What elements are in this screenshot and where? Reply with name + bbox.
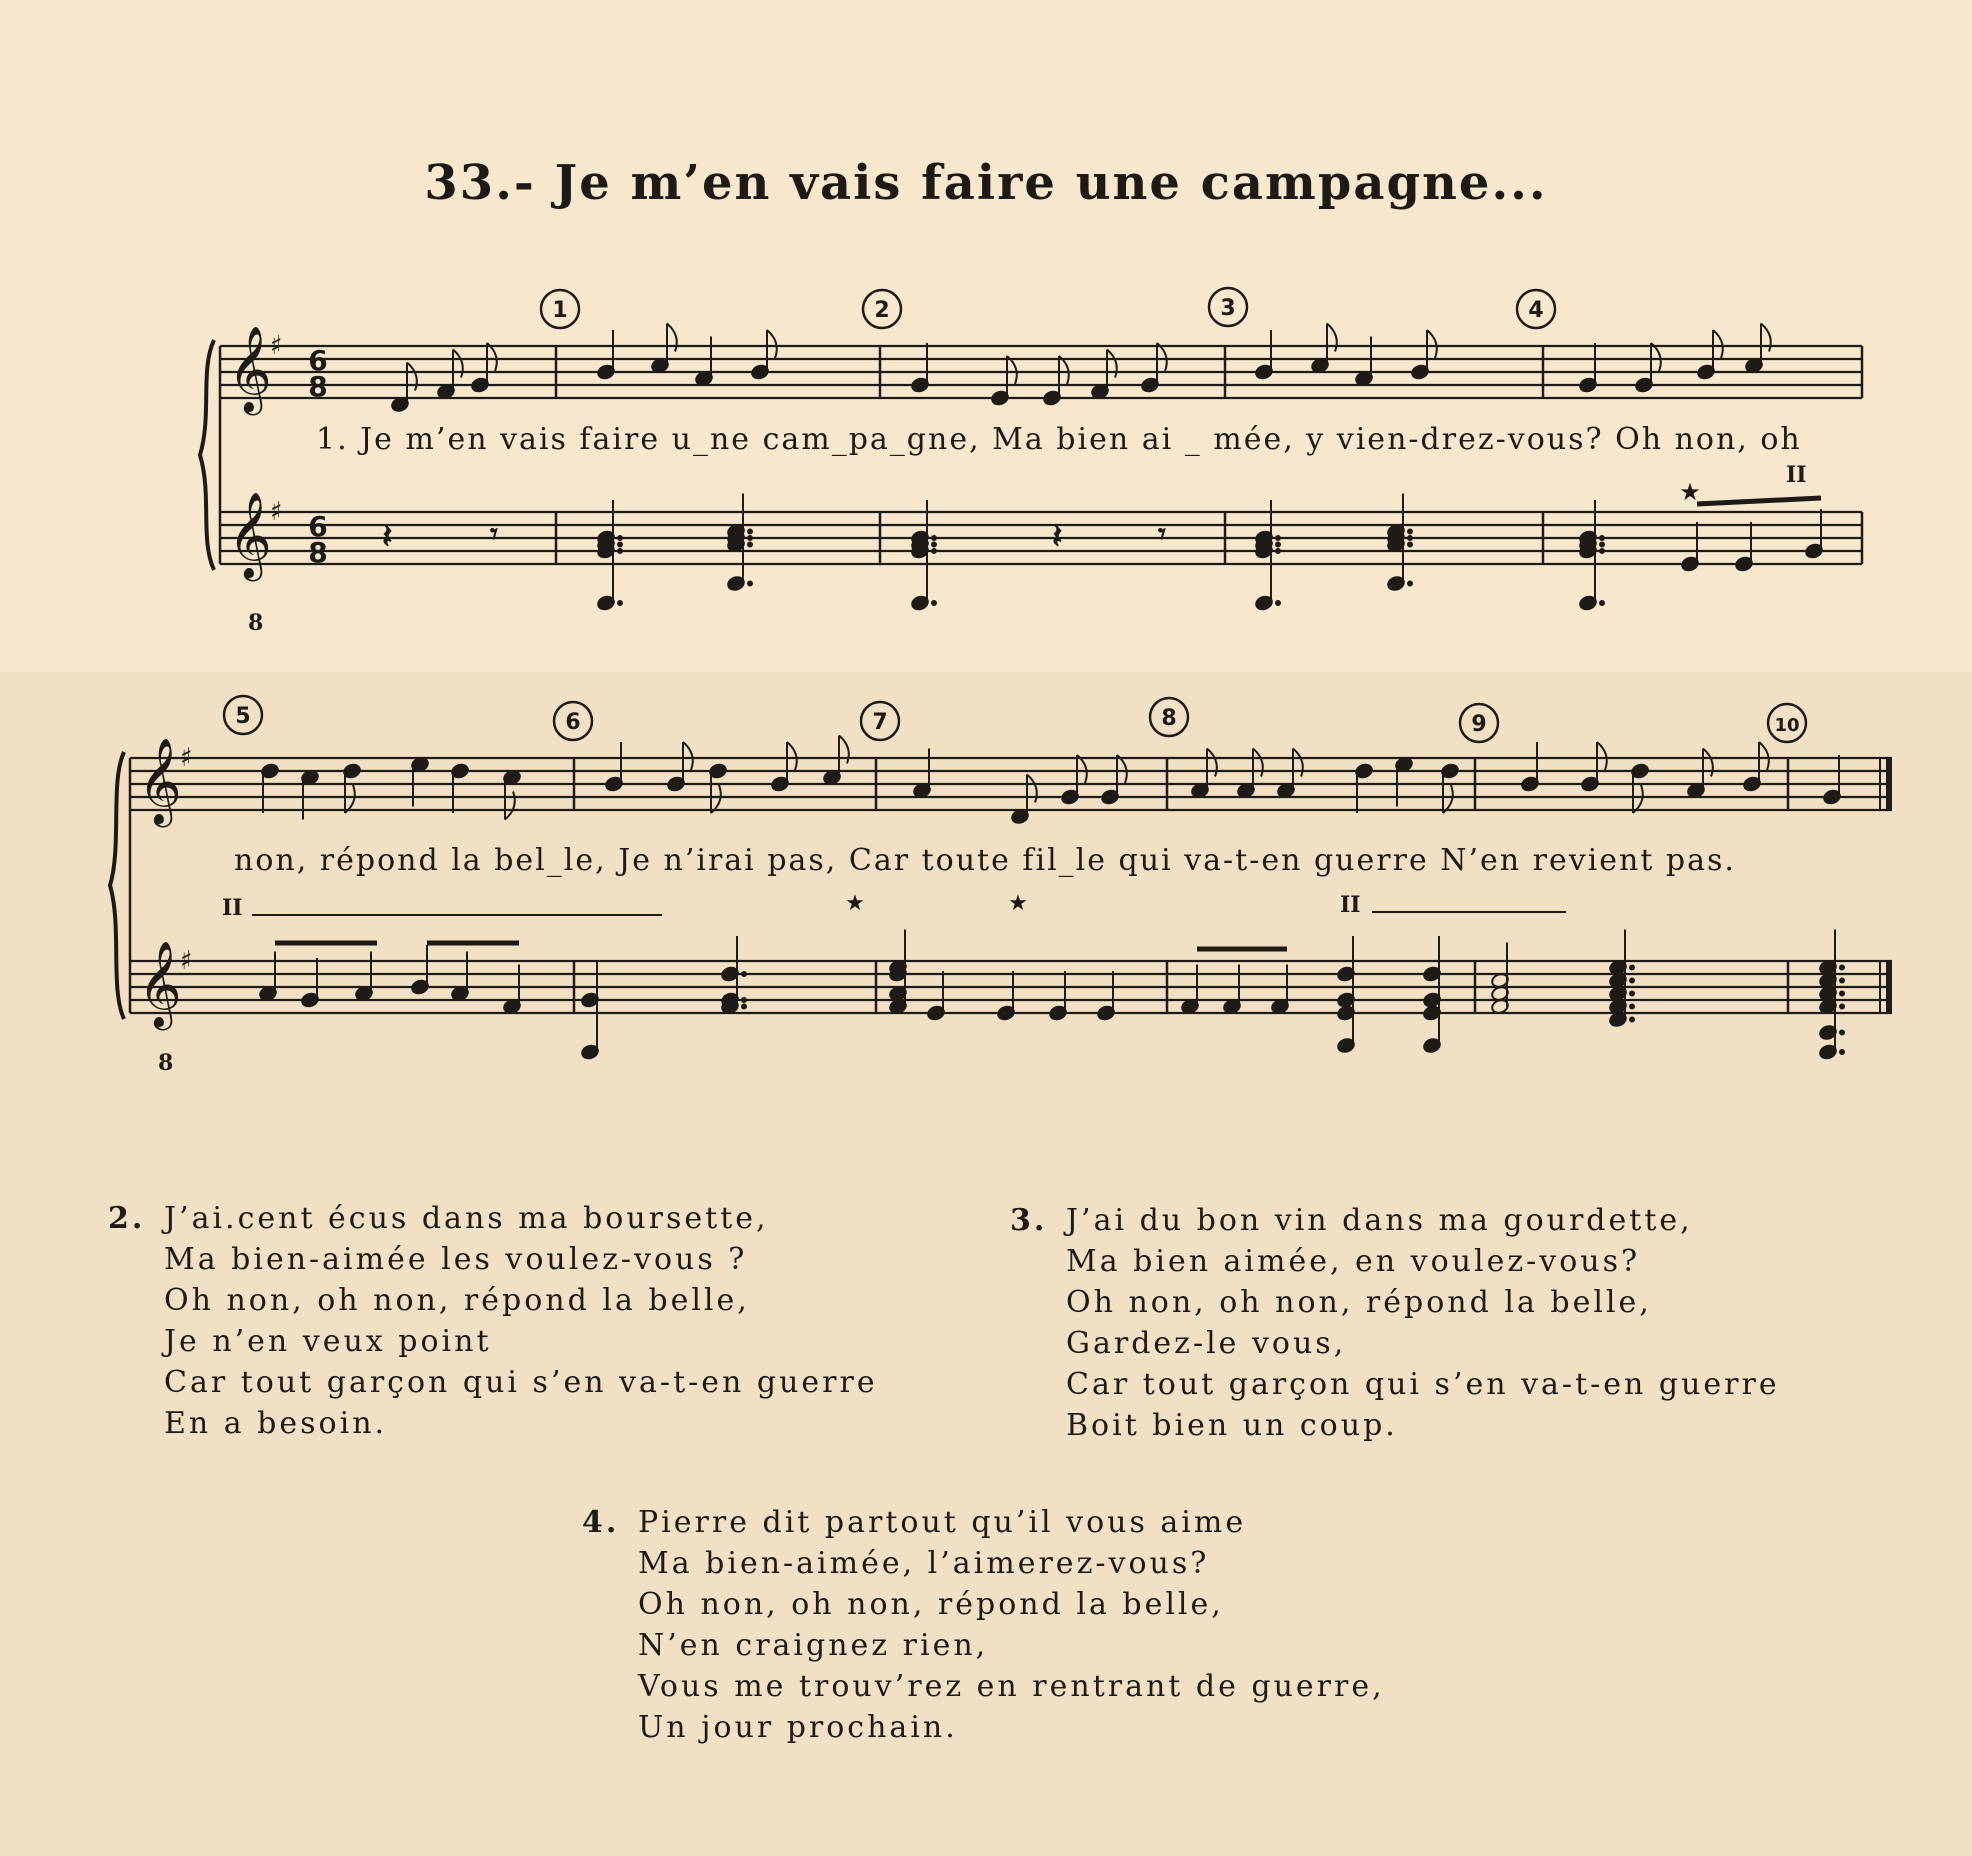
augmentation-dot xyxy=(1840,978,1845,983)
treble-clef-icon: 𝄞 xyxy=(228,492,272,578)
augmentation-dot xyxy=(1276,601,1281,606)
verse-line: Oh non, oh non, répond la belle, xyxy=(164,1283,750,1318)
flag xyxy=(711,785,721,813)
augmentation-dot xyxy=(1840,1050,1845,1055)
augmentation-dot xyxy=(1600,536,1605,541)
rest-icon: 𝄾 xyxy=(1158,517,1166,552)
verse-line: Ma bien-aimée les voulez-vous ? xyxy=(164,1242,748,1277)
flag xyxy=(1633,785,1643,813)
flag xyxy=(345,785,355,813)
system-braces xyxy=(110,340,214,1019)
flag xyxy=(1327,324,1337,352)
measure-number: 2 xyxy=(874,298,890,323)
verse-line: Un jour prochain. xyxy=(638,1710,958,1745)
flag xyxy=(1443,785,1453,813)
augmentation-dot xyxy=(1840,991,1845,996)
position-mark-3: II xyxy=(1340,892,1361,918)
time-signature-bottom-2: 8 xyxy=(308,370,328,403)
flag xyxy=(1597,742,1607,770)
star-mark-3: ★ xyxy=(1008,891,1028,916)
augmentation-dot xyxy=(932,601,937,606)
flag xyxy=(453,350,463,378)
verse-line: Pierre dit partout qu’il vous aime xyxy=(638,1505,1247,1540)
octave-mark-2: 8 xyxy=(158,1050,174,1076)
flag xyxy=(1703,749,1713,777)
augmentation-dot xyxy=(1408,529,1413,534)
measure-number: 4 xyxy=(1528,298,1544,323)
measure-number: 7 xyxy=(872,710,888,735)
augmentation-dot xyxy=(1600,549,1605,554)
augmentation-dot xyxy=(748,529,753,534)
verse-line: Ma bien aimée, en voulez-vous? xyxy=(1066,1244,1641,1279)
verse-line: Car tout garçon qui s’en va-t-en guerre xyxy=(1066,1367,1780,1402)
augmentation-dot xyxy=(742,998,747,1003)
augmentation-dot xyxy=(1408,542,1413,547)
augmentation-dot xyxy=(1600,542,1605,547)
augmentation-dot xyxy=(1600,601,1605,606)
rest-icon: 𝄾 xyxy=(490,517,498,552)
augmentation-dot xyxy=(932,536,937,541)
augmentation-dot xyxy=(618,549,623,554)
flag xyxy=(505,792,515,820)
verse-3-number: 3. xyxy=(1010,1203,1048,1238)
measure-number: 10 xyxy=(1774,715,1800,736)
time-signature-top-2: 6 xyxy=(308,344,328,377)
measure-number-circles xyxy=(224,288,1806,742)
measure-number: 9 xyxy=(1471,712,1487,737)
rest-icon: 𝄽 xyxy=(382,517,393,557)
verse-4-number: 4. xyxy=(582,1505,620,1540)
flag xyxy=(1117,755,1127,783)
song-title: 33.- Je m’en vais faire une campagne... xyxy=(424,155,1548,211)
verse-line: N’en craignez rien, xyxy=(638,1628,989,1663)
key-signatures xyxy=(180,331,283,976)
measure-number: 3 xyxy=(1220,296,1236,321)
augmentation-dot xyxy=(748,581,753,586)
augmentation-dot xyxy=(1276,542,1281,547)
augmentation-dot xyxy=(1276,536,1281,541)
final-barline-thick xyxy=(1886,758,1892,810)
augmentation-dot xyxy=(1630,991,1635,996)
measure-number: 1 xyxy=(552,298,568,323)
sharp-icon: ♯ xyxy=(270,497,283,527)
flag xyxy=(1059,356,1069,384)
measure-number: 8 xyxy=(1161,706,1177,731)
verse-line: Car tout garçon qui s’en va-t-en guerre xyxy=(164,1365,878,1400)
position-mark-2: II xyxy=(222,895,243,921)
flag xyxy=(667,324,677,352)
flag xyxy=(407,363,417,391)
treble-clef-icon: 𝄞 xyxy=(138,738,182,824)
verse-line: Vous me trouv’rez en rentrant de guerre, xyxy=(638,1669,1385,1704)
flag xyxy=(1761,324,1771,352)
augmentation-dot xyxy=(748,536,753,541)
octave-mark-1: 8 xyxy=(248,610,264,636)
flag xyxy=(787,742,797,770)
verse-line: Oh non, oh non, répond la belle, xyxy=(1066,1285,1652,1320)
verse-2-number: 2. xyxy=(108,1201,146,1236)
flag xyxy=(683,742,693,770)
verse-line: Je n’en veux point xyxy=(164,1324,492,1359)
flag xyxy=(1293,749,1303,777)
augmentation-dot xyxy=(748,542,753,547)
augmentation-dot xyxy=(932,549,937,554)
rest-icon: 𝄽 xyxy=(1052,517,1063,557)
star-mark-1: ★ xyxy=(1679,478,1701,506)
verse-line: Ma bien-aimée, l’aimerez-vous? xyxy=(638,1546,1210,1581)
verse-line: J’ai.cent écus dans ma boursette, xyxy=(164,1201,769,1236)
verse-2 xyxy=(108,1198,878,1444)
augmentation-dot xyxy=(618,536,623,541)
beam xyxy=(1697,498,1821,504)
flag xyxy=(1207,749,1217,777)
flag xyxy=(1027,775,1037,803)
augmentation-dot xyxy=(1630,1004,1635,1009)
position-mark-1: II xyxy=(1786,462,1807,488)
augmentation-dot xyxy=(1408,581,1413,586)
measure-number: 6 xyxy=(565,710,581,735)
sharp-icon: ♯ xyxy=(180,743,193,773)
verse-line: J’ai du bon vin dans ma gourdette, xyxy=(1066,1203,1693,1238)
augmentation-dot xyxy=(618,542,623,547)
flag xyxy=(487,343,497,371)
augmentation-dot xyxy=(1630,965,1635,970)
flag xyxy=(1253,749,1263,777)
augmentation-dot xyxy=(618,601,623,606)
flag xyxy=(1427,330,1437,358)
flag xyxy=(1007,356,1017,384)
brace xyxy=(110,752,124,1019)
flag xyxy=(1651,343,1661,371)
augmentation-dot xyxy=(1840,1004,1845,1009)
verse-line: Gardez-le vous, xyxy=(1066,1326,1347,1361)
augmentation-dot xyxy=(1840,965,1845,970)
treble-clef-icon: 𝄞 xyxy=(138,941,182,1027)
verse-line: En a besoin. xyxy=(164,1406,388,1441)
time-signature-top-3: 6 xyxy=(308,510,328,543)
augmentation-dot xyxy=(1630,978,1635,983)
flag xyxy=(1759,742,1769,770)
flag xyxy=(767,330,777,358)
brace xyxy=(200,340,214,570)
augmentation-dot xyxy=(1408,536,1413,541)
augmentation-dot xyxy=(1276,549,1281,554)
augmentation-dot xyxy=(742,1004,747,1009)
augmentation-dot xyxy=(932,542,937,547)
time-signature-bottom-3: 8 xyxy=(308,536,328,569)
flag xyxy=(1077,755,1087,783)
verse-4 xyxy=(582,1502,1385,1748)
sharp-icon: ♯ xyxy=(180,946,193,976)
augmentation-dot xyxy=(1630,1017,1635,1022)
flag xyxy=(1713,330,1723,358)
lyrics-line-1: 1. Je m’en vais faire u_ne cam_pa_gne, Ma bien ai _ mée, y vien-drez-vous? Oh non, oh xyxy=(316,422,1802,457)
verse-3 xyxy=(1010,1200,1780,1446)
verse-line: Boit bien un coup. xyxy=(1066,1408,1398,1443)
measure-number: 5 xyxy=(235,704,251,729)
final-barline-thick xyxy=(1886,961,1892,1013)
lyrics-line-2: non, répond la bel_le, Je n’irai pas, Car toute fil_le qui va-t-en guerre N’en revient pas. xyxy=(234,843,1736,878)
flag xyxy=(1107,350,1117,378)
flag xyxy=(839,736,849,764)
star-mark-2: ★ xyxy=(845,891,865,916)
sharp-icon: ♯ xyxy=(270,331,283,361)
treble-clef-icon: 𝄞 xyxy=(228,326,272,412)
flag xyxy=(1157,343,1167,371)
augmentation-dot xyxy=(1840,1030,1845,1035)
augmentation-dot xyxy=(742,972,747,977)
verse-line: Oh non, oh non, répond la belle, xyxy=(638,1587,1224,1622)
